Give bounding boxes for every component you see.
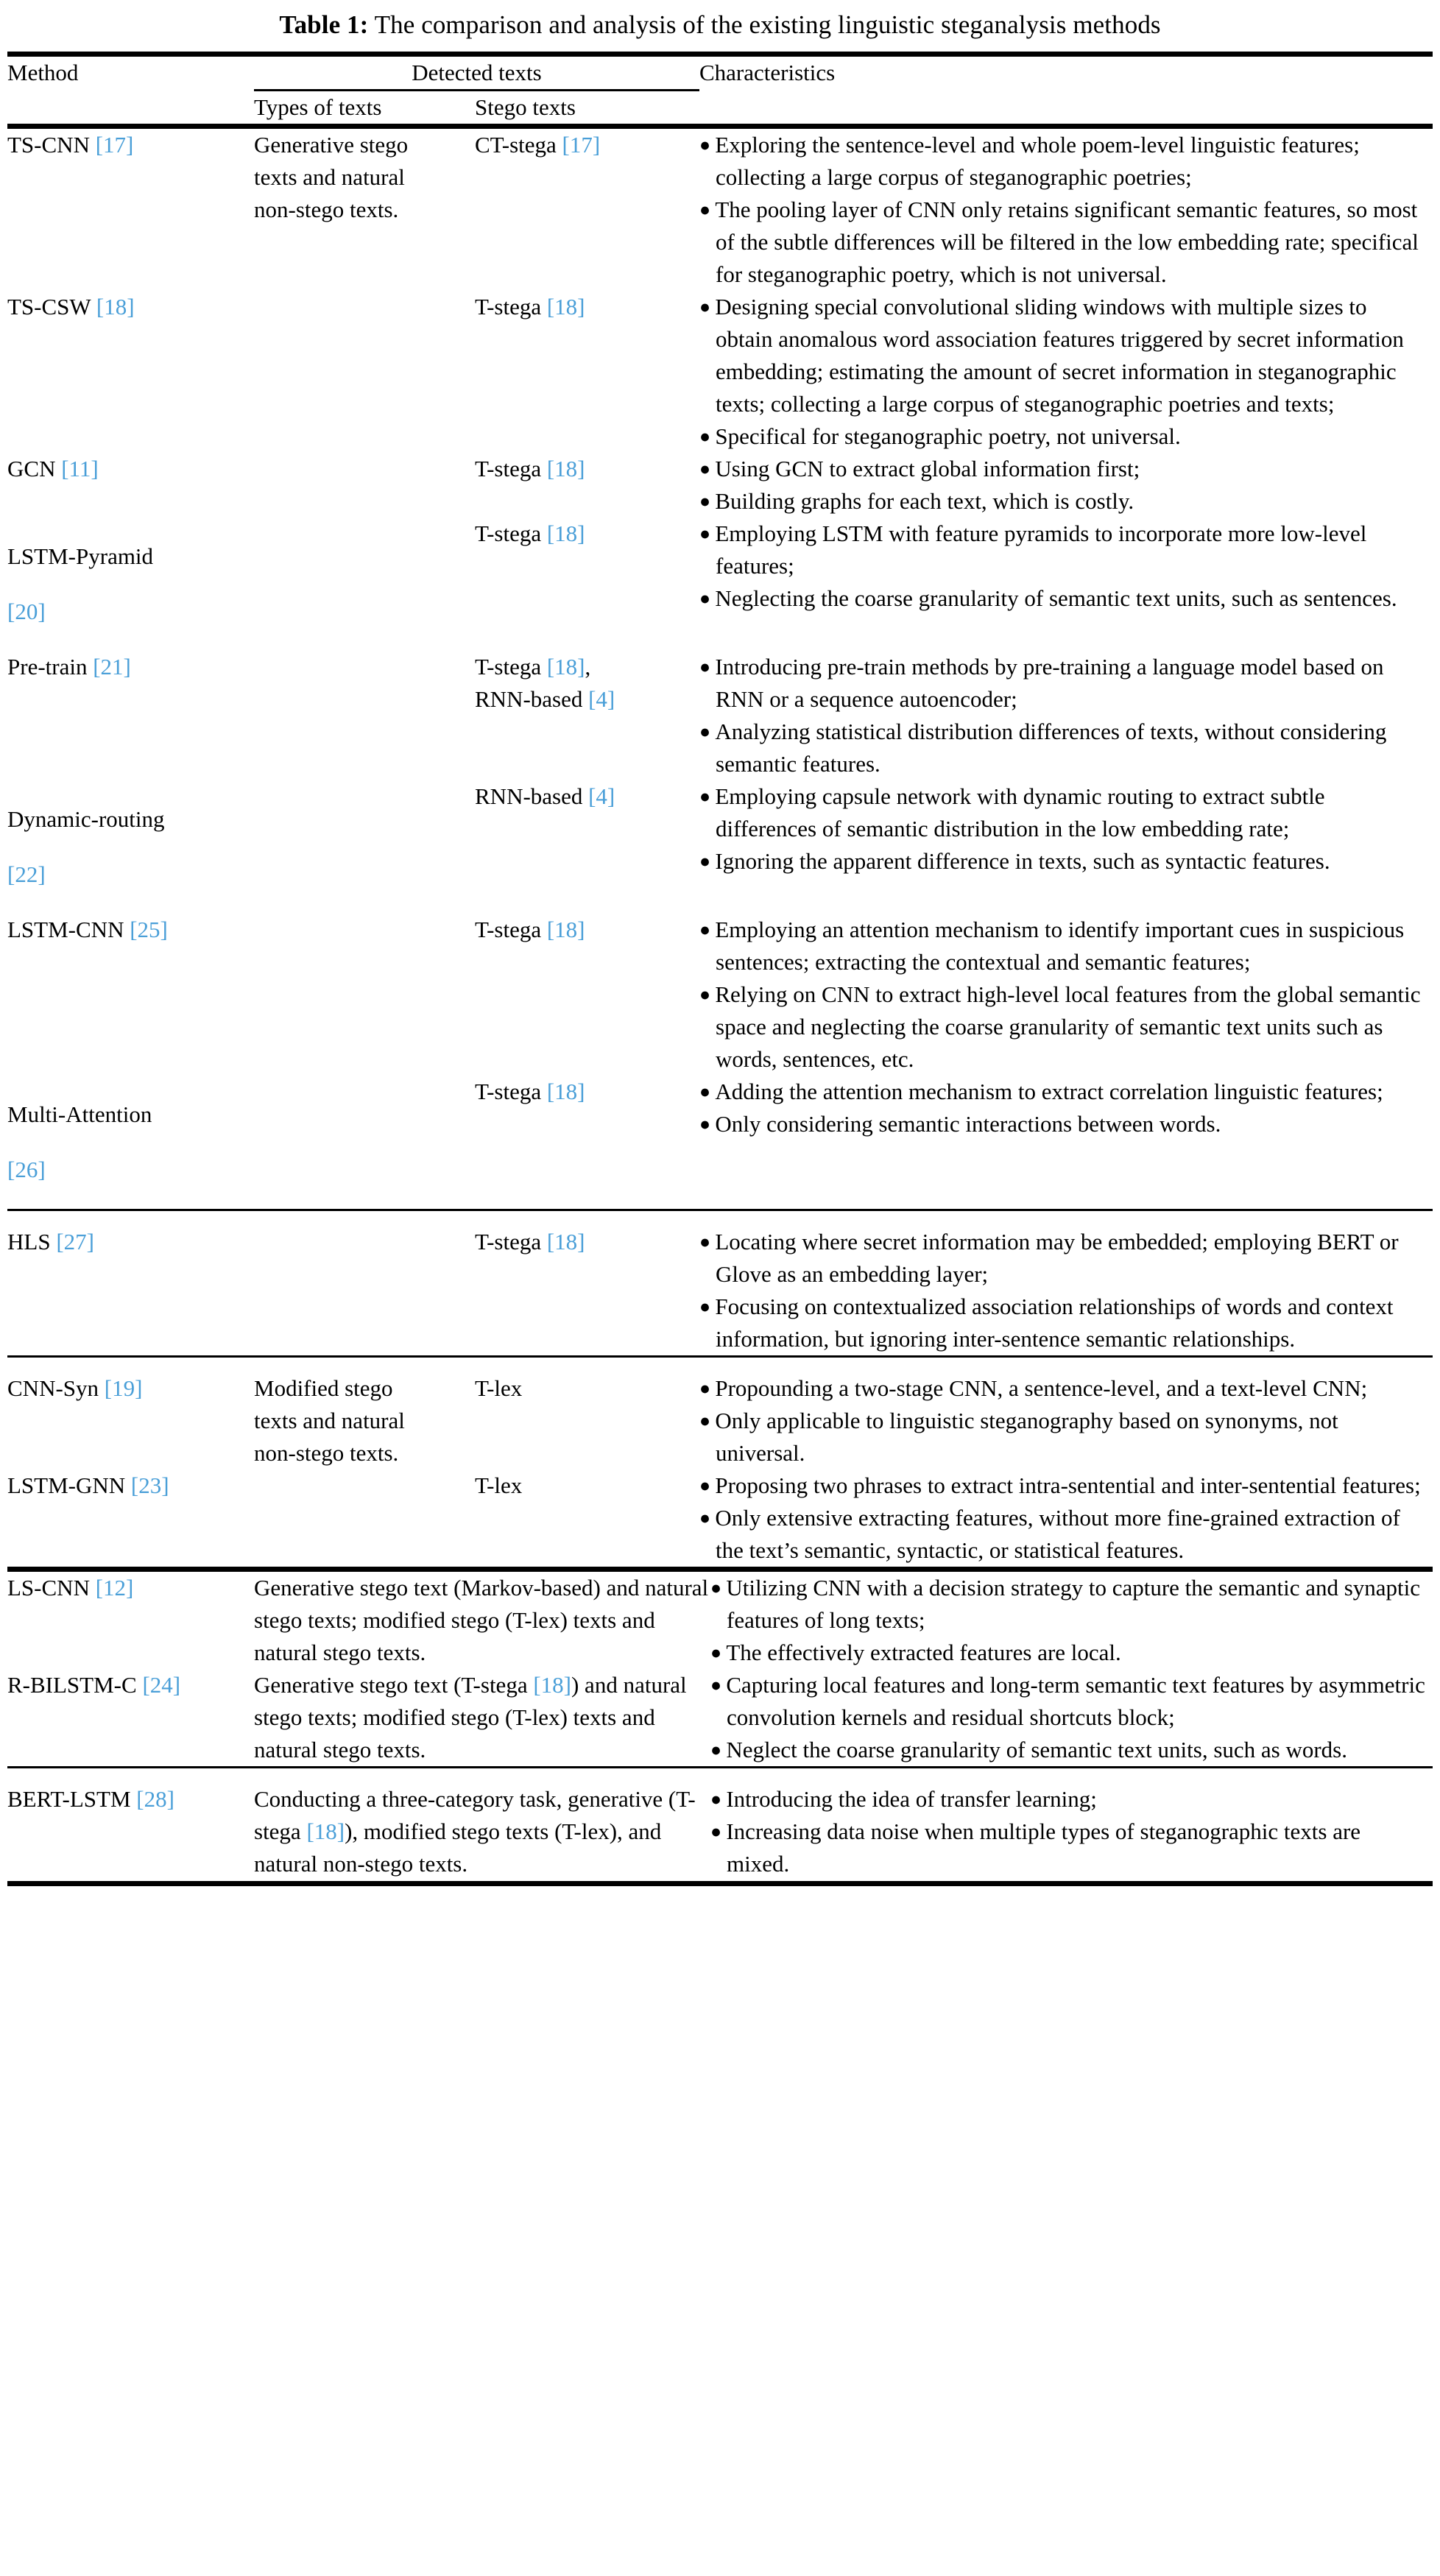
bullet-icon: ● [699, 135, 716, 155]
characteristics-bullet: ● Increasing data noise when multiple types of steganographic texts are mixed. [710, 1818, 1361, 1877]
method-name: LSTM-CNN [7, 917, 130, 943]
characteristics-bullet-list [699, 1469, 1428, 1567]
table-row [7, 1572, 1433, 1669]
characteristics-bullet-list [699, 1226, 1428, 1355]
citation-link[interactable]: [20] [7, 598, 46, 624]
bullet-icon: ● [699, 1232, 716, 1253]
cell-stego-texts [475, 914, 699, 1076]
citation-link[interactable]: [17] [562, 131, 601, 158]
cell-types-of-texts [254, 129, 475, 291]
bullet-icon: ● [710, 1790, 727, 1810]
cell-characteristics [699, 518, 1433, 651]
method-name: CNN-Syn [7, 1375, 105, 1402]
cell-detected-texts: Generative stego text (T-stega [18]) and natural stego texts; modified stego (T-lex) texts and natural stego texts. [254, 1672, 687, 1763]
characteristics-bullet: ● Focusing on contextualized association relationships of words and context information, but ignoring inter-sentence semantic relationships. [699, 1294, 1394, 1352]
cell-characteristics [699, 453, 1433, 518]
characteristics-bullet-list [710, 1572, 1428, 1669]
characteristics-bullet: ● Locating where secret information may be embedded; employing BERT or Glove as an embedding layer; [699, 1229, 1399, 1288]
method-citation [7, 858, 244, 891]
method-name: GCN [7, 455, 62, 481]
table-row [7, 651, 1433, 780]
header-characteristics: Characteristics [699, 59, 836, 85]
header-detected-texts [254, 57, 699, 89]
stego-text-line: RNN-based [4] [475, 686, 615, 713]
characteristics-bullet: ● Utilizing CNN with a decision strategy to capture the semantic and synaptic features of long texts; [710, 1575, 1421, 1634]
characteristics-bullet: ● Specifical for steganographic poetry, not universal. [699, 423, 1181, 449]
header-sub-spacer [7, 91, 254, 124]
cell-types-of-texts [254, 453, 475, 518]
bullet-icon: ● [699, 1476, 716, 1497]
table-row [7, 1211, 1433, 1355]
cell-method [7, 1469, 254, 1567]
cell-types-of-texts [254, 780, 475, 914]
types-line: non-stego texts. [254, 196, 399, 222]
citation-link[interactable]: [21] [93, 654, 131, 680]
characteristics-bullet: ● Analyzing statistical distribution differences of texts, without considering semantic features. [699, 719, 1387, 777]
bullet-icon: ● [699, 985, 716, 1006]
stego-text-line: T-stega [18] [475, 917, 585, 943]
header-sub-spacer-right [699, 91, 1433, 124]
characteristics-bullet: ● Only considering semantic interactions between words. [699, 1111, 1221, 1137]
wide-section-top-rule [7, 1567, 1433, 1572]
characteristics-bullet: ● Using GCN to extract global information first; [699, 455, 1140, 481]
method-citation [7, 1154, 244, 1186]
citation-link[interactable]: [26] [7, 1157, 46, 1183]
cell-stego-texts [475, 1469, 699, 1567]
caption-text: The comparison and analysis of the existing linguistic steganalysis methods [374, 10, 1161, 39]
bullet-icon: ● [699, 852, 716, 872]
cell-stego-texts [475, 1358, 699, 1469]
cell-method [7, 914, 254, 1076]
cell-characteristics [699, 1211, 1433, 1355]
citation-link[interactable]: [4] [588, 783, 615, 810]
method-name: TS-CSW [7, 293, 96, 320]
cell-detected-texts: Generative stego text (Markov-based) and natural stego texts; modified stego (T-lex) texts and natural stego texts. [254, 1575, 709, 1666]
table-row [7, 1469, 1433, 1567]
bullet-icon: ● [699, 787, 716, 808]
table-row [7, 1076, 1433, 1209]
types-line: texts and natural [254, 1408, 405, 1434]
cell-method [7, 1572, 254, 1669]
citation-link[interactable]: [17] [95, 131, 134, 158]
cell-method [7, 1358, 254, 1469]
stego-text-line: T-stega [18] [475, 293, 585, 320]
bullet-icon: ● [710, 1643, 727, 1664]
cell-method [7, 518, 254, 651]
citation-link[interactable]: [18] [546, 917, 585, 943]
cell-stego-texts [475, 453, 699, 518]
cell-method [7, 453, 254, 518]
header-types-of-texts: Types of texts [254, 93, 382, 120]
characteristics-bullet: ● Employing an attention mechanism to identify important cues in suspicious sentences; extracting the contextual and semantic features; [699, 917, 1405, 975]
cell-types-of-texts [254, 914, 475, 1076]
bullet-icon: ● [710, 1740, 727, 1761]
method-name: LSTM-GNN [7, 1472, 131, 1499]
cell-characteristics [699, 780, 1433, 914]
method-name: TS-CNN [7, 131, 96, 158]
cell-method [7, 651, 254, 780]
cell-method [7, 1669, 254, 1766]
citation-link[interactable]: [12] [95, 1575, 134, 1601]
bullet-icon: ● [699, 1115, 716, 1135]
stego-text-line: T-stega [18] [475, 455, 585, 481]
cell-characteristics [699, 651, 1433, 780]
cell-detected-texts: Conducting a three-category task, generative (T-stega [18]), modified stego texts (T-lex), and natural non-stego texts. [254, 1786, 696, 1877]
citation-link[interactable]: [27] [56, 1229, 94, 1255]
bullet-icon: ● [699, 491, 716, 512]
cell-types-of-texts [254, 518, 475, 651]
citation-link[interactable]: [22] [7, 861, 46, 888]
cell-stego-texts [475, 1211, 699, 1355]
citation-link[interactable]: [19] [104, 1375, 143, 1402]
citation-link[interactable]: [25] [130, 917, 168, 943]
header-row-primary [7, 57, 1433, 89]
characteristics-bullet: ● The pooling layer of CNN only retains significant semantic features, so most of the subtle differences will be filtered in the low embedding rate; specifical for steganographic poetry, which is not universal. [699, 196, 1419, 287]
table-row [7, 129, 1433, 291]
method-name: LS-CNN [7, 1575, 96, 1601]
characteristics-bullet: ● Neglect the coarse granularity of semantic text units, such as words. [710, 1737, 1347, 1763]
citation-link[interactable]: [11] [61, 455, 99, 481]
cell-stego-texts [475, 651, 699, 780]
stego-text-line: T-stega [18] [475, 520, 585, 546]
cell-characteristics [699, 1469, 1433, 1567]
method-citation [7, 596, 244, 628]
bullet-icon: ● [710, 1822, 727, 1843]
citation-link[interactable]: [23] [130, 1472, 169, 1499]
bullet-icon: ● [699, 920, 716, 941]
cell-method [7, 780, 254, 914]
characteristics-bullet-list [699, 780, 1428, 878]
bullet-icon: ● [699, 1297, 716, 1318]
citation-link[interactable]: [18] [546, 1229, 585, 1255]
table-top-rule [7, 52, 1433, 57]
bullet-icon: ● [699, 426, 716, 447]
cell-characteristics [699, 1076, 1433, 1209]
characteristics-bullet: ● Adding the attention mechanism to extract correlation linguistic features; [699, 1079, 1383, 1105]
cell-characteristics [699, 914, 1433, 1076]
bullet-icon: ● [699, 722, 716, 743]
table-body-narrow [7, 129, 1433, 1567]
bullet-icon: ● [699, 523, 716, 544]
bullet-icon: ● [699, 1411, 716, 1432]
citation-link[interactable]: [18] [546, 1079, 585, 1105]
characteristics-bullet-list [699, 518, 1428, 615]
bullet-icon: ● [699, 1379, 716, 1400]
stego-text-line: CT-stega [17] [475, 131, 601, 158]
citation-link[interactable]: [24] [142, 1672, 181, 1698]
bullet-icon: ● [710, 1578, 727, 1599]
characteristics-bullet-list [699, 291, 1428, 453]
citation-link[interactable]: [18] [546, 293, 585, 320]
citation-link[interactable]: [18] [546, 654, 585, 680]
stego-text-line: T-stega [18] [475, 1079, 585, 1105]
bullet-icon: ● [699, 1082, 716, 1103]
caption-label: Table 1: [279, 10, 369, 39]
types-line: texts and natural [254, 163, 405, 190]
table-body-wide [7, 1572, 1433, 1880]
characteristics-bullet: ● Propounding a two-stage CNN, a sentence-level, and a text-level CNN; [699, 1375, 1368, 1402]
characteristics-bullet: ● Building graphs for each text, which is costly. [699, 487, 1134, 514]
characteristics-bullet-list [699, 453, 1428, 518]
citation-link[interactable]: [18] [96, 293, 135, 320]
stego-text-line: T-stega [18], [475, 654, 591, 680]
table-row [7, 291, 1433, 453]
cell-stego-texts [475, 780, 699, 914]
characteristics-bullet-list [699, 651, 1428, 780]
characteristics-bullet: ● Proposing two phrases to extract intra-sentential and inter-sentential features; [699, 1472, 1421, 1499]
method-name: Dynamic-routing [7, 806, 165, 833]
cell-types-of-texts [254, 1076, 475, 1209]
table-header [7, 57, 1433, 124]
table-row [7, 518, 1433, 651]
characteristics-bullet: ● Introducing the idea of transfer learning; [710, 1786, 1097, 1813]
cell-types-of-texts [254, 1358, 475, 1469]
bullet-icon: ● [699, 459, 716, 479]
cell-characteristics [699, 291, 1433, 453]
method-name: Pre-train [7, 654, 93, 680]
characteristics-bullet-list [699, 1076, 1428, 1140]
characteristics-bullet: ● Only applicable to linguistic steganography based on synonyms, not universal. [699, 1408, 1338, 1467]
header-method: Method [7, 59, 79, 85]
method-name: BERT-LSTM [7, 1786, 137, 1813]
table-caption [7, 0, 1433, 52]
method-name: LSTM-Pyramid [7, 543, 154, 569]
method-name: HLS [7, 1229, 57, 1255]
cell-types-of-texts [254, 1211, 475, 1355]
cell-types-of-texts [254, 651, 475, 780]
cell-method [7, 1211, 254, 1355]
citation-link[interactable]: [18] [546, 520, 585, 546]
method-name: Multi-Attention [7, 1101, 152, 1128]
table-row [7, 914, 1433, 1076]
stego-text-line: RNN-based [4] [475, 783, 615, 810]
characteristics-bullet: ● Employing LSTM with feature pyramids to incorporate more low-level features; [699, 520, 1367, 579]
characteristics-bullet-list [699, 1372, 1428, 1469]
cell-characteristics [710, 1572, 1433, 1669]
characteristics-bullet: ● Employing capsule network with dynamic routing to extract subtle differences of semantic distribution in the low embedding rate; [699, 783, 1325, 842]
characteristics-bullet-list [710, 1783, 1428, 1880]
cell-characteristics [710, 1669, 1433, 1766]
characteristics-bullet: ● Capturing local features and long-term semantic text features by asymmetric convolution kernels and residual shortcuts block; [710, 1672, 1425, 1731]
types-line: Modified stego [254, 1375, 393, 1402]
characteristics-bullet: ● Designing special convolutional sliding windows with multiple sizes to obtain anomalous word association features triggered by secret information embedding; estimating the amount of secret information in steganographic texts; collecting a large corpus of steganographic poetries and texts; [699, 293, 1404, 417]
header-bottom-rule [7, 124, 1433, 129]
characteristics-bullet: ● Exploring the sentence-level and whole poem-level linguistic features; collecting a large corpus of steganographic poetries; [699, 131, 1360, 190]
citation-link[interactable]: [4] [588, 686, 615, 713]
cell-characteristics [699, 129, 1433, 291]
header-stego-texts: Stego texts [475, 93, 576, 120]
characteristics-bullet: ● Ignoring the apparent difference in texts, such as syntactic features. [699, 848, 1330, 875]
cell-types-of-texts [254, 291, 475, 453]
method-name: R-BILSTM-C [7, 1672, 143, 1698]
table-row [7, 453, 1433, 518]
characteristics-bullet-list [710, 1669, 1428, 1766]
citation-link[interactable]: [28] [136, 1786, 174, 1813]
table-row [7, 780, 1433, 914]
types-line: Generative stego [254, 131, 409, 158]
stego-text-line: T-stega [18] [475, 1229, 585, 1255]
cell-characteristics [710, 1768, 1433, 1880]
bullet-icon: ● [699, 589, 716, 609]
cell-characteristics [699, 1358, 1433, 1469]
bullet-icon: ● [699, 657, 716, 677]
characteristics-bullet: ● Introducing pre-train methods by pre-training a language model based on RNN or a sequence autoencoder; [699, 654, 1384, 713]
citation-link[interactable]: [18] [533, 1672, 571, 1698]
cell-stego-texts [475, 1076, 699, 1209]
characteristics-bullet-list [699, 129, 1428, 291]
stego-text-line: T-lex [475, 1472, 523, 1499]
cell-method [7, 291, 254, 453]
cell-stego-texts [475, 129, 699, 291]
bullet-icon: ● [699, 1508, 716, 1529]
characteristics-bullet: ● The effectively extracted features are local. [710, 1640, 1121, 1666]
characteristics-bullet: ● Neglecting the coarse granularity of semantic text units, such as sentences. [699, 585, 1397, 611]
citation-link[interactable]: [18] [546, 455, 585, 481]
table-bottom-rule [7, 1881, 1433, 1886]
table-row [7, 1358, 1433, 1469]
header-detected-texts-label: Detected texts [412, 59, 542, 85]
table-row [7, 1669, 1433, 1766]
types-line: non-stego texts. [254, 1440, 399, 1467]
characteristics-bullet: ● Relying on CNN to extract high-level local features from the global semantic space and neglecting the coarse granularity of semantic text units such as words, sentences, etc. [699, 981, 1421, 1073]
table-row [7, 1768, 1433, 1880]
bullet-icon: ● [710, 1676, 727, 1696]
cell-method [7, 1768, 254, 1880]
characteristics-bullet-list [699, 914, 1428, 1076]
cell-method [7, 129, 254, 291]
bullet-icon: ● [699, 297, 716, 317]
cell-types-of-texts [254, 1469, 475, 1567]
cell-stego-texts [475, 518, 699, 651]
citation-link[interactable]: [18] [306, 1818, 345, 1845]
bullet-icon: ● [699, 200, 716, 220]
cell-method [7, 1076, 254, 1209]
characteristics-bullet: ● Only extensive extracting features, without more fine-grained extraction of the text’s semantic, syntactic, or statistical features. [699, 1505, 1400, 1564]
header-row-secondary [7, 91, 1433, 124]
stego-text-line: T-lex [475, 1375, 523, 1402]
cell-stego-texts [475, 291, 699, 453]
